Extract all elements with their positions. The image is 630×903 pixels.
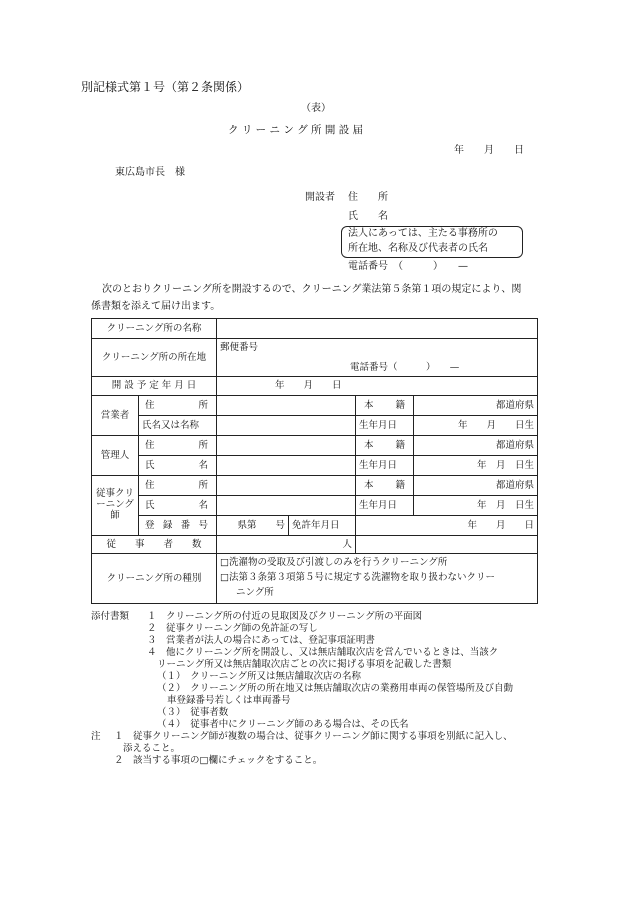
attachment-item: ２ 従事クリーニング師の免許証の写し bbox=[147, 623, 318, 634]
shop-type-label: クリーニング所の種別 bbox=[92, 554, 217, 604]
operator-birth-label: 生年月日 bbox=[356, 416, 414, 436]
form-title: ク リ ー ニ ン グ 所 開 設 届 bbox=[228, 124, 364, 136]
worker-prefecture: 都道府県 bbox=[414, 476, 538, 496]
operator-label: 営業者 bbox=[92, 396, 139, 436]
operator-birth-value: 年 月 日生 bbox=[414, 416, 538, 436]
worker-registration-field: 県第 号 bbox=[217, 516, 289, 536]
worker-license-date-value: 年 月 日 bbox=[356, 516, 538, 536]
worker-registration-label: 登録番号 bbox=[139, 516, 217, 536]
shop-type-option-pickup-only[interactable]: □洗濯物の受取及び引渡しのみを行うクリーニング所 bbox=[220, 557, 448, 569]
note-item: 添えること。 bbox=[123, 743, 181, 754]
manager-domicile-label: 本籍 bbox=[356, 436, 414, 456]
manager-birth-label: 生年月日 bbox=[356, 456, 414, 476]
opening-date-value: 年 月 日 bbox=[275, 380, 342, 392]
manager-name-field[interactable] bbox=[217, 456, 356, 476]
attachment-item: ３ 営業者が法人の場合にあっては、登記事項証明書 bbox=[147, 635, 375, 646]
worker-address-label: 住所 bbox=[139, 476, 217, 496]
shop-type-option-no-special-cont: ニング所 bbox=[236, 586, 274, 598]
intro-line2: 係書類を添えて届け出ます。 bbox=[91, 301, 221, 312]
worker-domicile-label: 本籍 bbox=[356, 476, 414, 496]
corporate-note-line1: 法人にあっては、主たる事務所の bbox=[348, 228, 498, 239]
workers-count-label: 従 事 者 数 bbox=[92, 536, 217, 554]
worker-name-field[interactable] bbox=[217, 496, 356, 516]
shop-type-options bbox=[217, 554, 538, 604]
operator-address-field[interactable] bbox=[217, 396, 356, 416]
notes-label: 注 bbox=[91, 731, 101, 742]
attachments-label: 添付書類 bbox=[91, 611, 130, 622]
operator-name-field[interactable] bbox=[217, 416, 356, 436]
intro-line1: 次のとおりクリーニング所を開設するので、クリーニング業法第５条第１項の規定により、関 bbox=[102, 284, 522, 295]
operator-address-label: 住所 bbox=[139, 396, 217, 416]
worker-birth-label: 生年月日 bbox=[356, 496, 414, 516]
form-side-label: （表） bbox=[301, 103, 331, 114]
attachment-subitem: （４） 従事者中にクリーニング師のある場合は、その氏名 bbox=[157, 719, 409, 730]
opening-date-field[interactable] bbox=[217, 377, 538, 396]
manager-address-field[interactable] bbox=[217, 436, 356, 456]
operator-prefecture: 都道府県 bbox=[414, 396, 538, 416]
shop-name-field[interactable] bbox=[217, 319, 538, 339]
applicant-phone: 電話番号 （ ） — bbox=[348, 261, 468, 272]
worker-address-field[interactable] bbox=[217, 476, 356, 496]
shop-type-option-no-special[interactable]: □法第３条第３項第５号に規定する洗濯物を取り扱わないクリー bbox=[220, 572, 495, 584]
worker-name-label: 氏名 bbox=[139, 496, 217, 516]
workers-count-blank bbox=[356, 536, 538, 554]
note-item: １ 従事クリーニング師が複数の場合は、従事クリーニング師に関する事項を別紙に記入し、 bbox=[114, 731, 513, 742]
addressee: 東広島市長 様 bbox=[115, 167, 185, 178]
form-number: 別記様式第１号（第２条関係） bbox=[81, 80, 250, 94]
note-item: ２ 該当する事項の□欄にチェックをすること。 bbox=[114, 755, 323, 766]
manager-address-label: 住所 bbox=[139, 436, 217, 456]
corporate-note-line2: 所在地、名称及び代表者の氏名 bbox=[348, 243, 488, 254]
manager-label: 管理人 bbox=[92, 436, 139, 476]
attachment-subitem: （２） クリーニング所の所在地又は無店舗取次店の業務用車両の保管場所及び自動 bbox=[157, 683, 514, 694]
applicant-label: 開設者 bbox=[305, 192, 335, 203]
attachment-item: リーニング所又は無店舗取次店ごとの次に掲げる事項を記載した書類 bbox=[157, 659, 452, 670]
worker-license-date-label: 免許年月日 bbox=[289, 516, 356, 536]
worker-label: 従事クリーニング師 bbox=[92, 476, 139, 536]
attachment-subitem: （１） クリーニング所又は無店舗取次店の名称 bbox=[157, 671, 362, 682]
applicant-address-label: 住 所 bbox=[348, 192, 388, 203]
shop-location-label: クリーニング所の所在地 bbox=[92, 339, 217, 377]
opening-date-label: 開 設 予 定 年 月 日 bbox=[92, 377, 217, 396]
manager-birth-value: 年 月 日生 bbox=[414, 456, 538, 476]
operator-domicile-label: 本籍 bbox=[356, 396, 414, 416]
workers-count-field[interactable]: 人 bbox=[217, 536, 356, 554]
attachment-item: １ クリーニング所の付近の見取図及びクリーニング所の平面図 bbox=[147, 611, 423, 622]
manager-name-label: 氏名 bbox=[139, 456, 217, 476]
shop-location-field[interactable] bbox=[217, 339, 538, 377]
shop-phone-label: 電話番号（ ） — bbox=[350, 361, 460, 373]
applicant-name-label: 氏 名 bbox=[348, 211, 388, 222]
operator-name-label: 氏名又は名称 bbox=[139, 416, 217, 436]
manager-prefecture: 都道府県 bbox=[414, 436, 538, 456]
attachment-item: ４ 他にクリーニング所を開設し、又は無店舗取次店を営んでいるときは、当該ク bbox=[147, 647, 499, 658]
submission-date: 年 月 日 bbox=[454, 145, 524, 156]
postal-code-label: 郵便番号 bbox=[220, 342, 259, 353]
attachment-subitem: （３） 従事者数 bbox=[157, 707, 229, 718]
shop-name-label: クリーニング所の名称 bbox=[92, 319, 217, 339]
attachment-subitem: 車登録番号若しくは車両番号 bbox=[167, 695, 291, 706]
registration-table bbox=[91, 318, 538, 604]
worker-birth-value: 年 月 日生 bbox=[414, 496, 538, 516]
